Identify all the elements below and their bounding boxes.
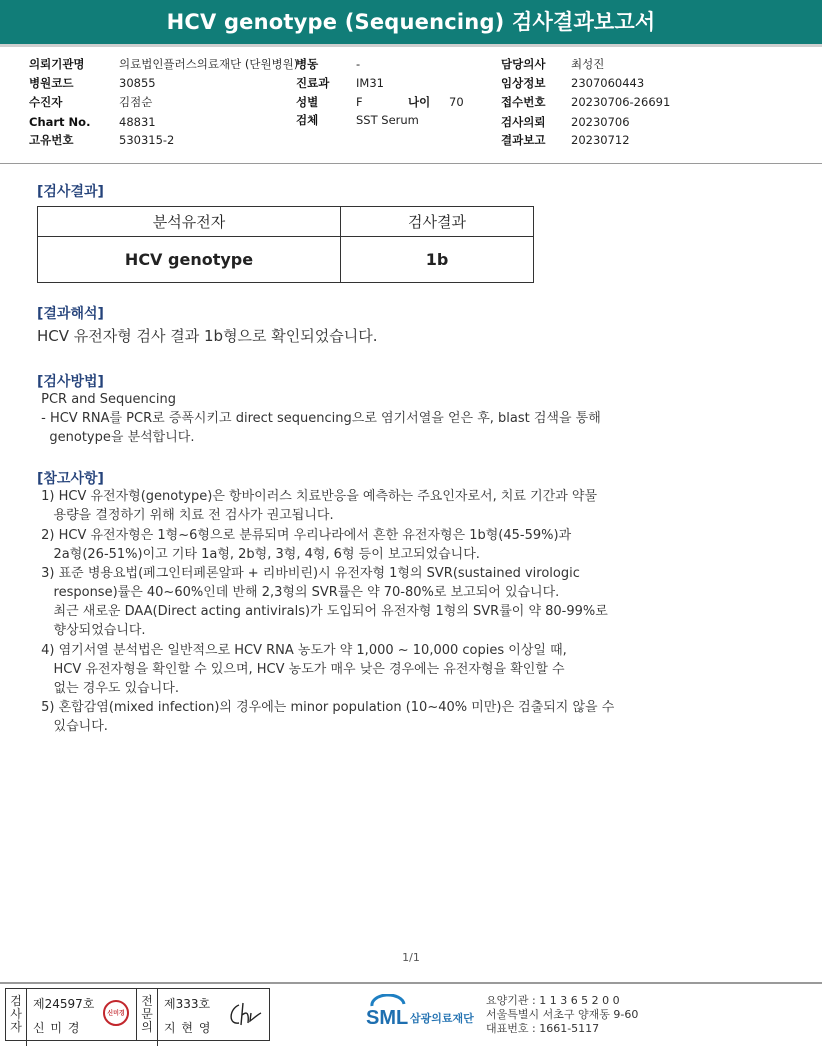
report-label: 결과보고 (501, 133, 546, 147)
dept-label: 진료과 (296, 76, 330, 90)
note-line: 2) HCV 유전자형은 1형~6형으로 분류되며 우리나라에서 흔한 유전자형은 1b형(45-59%)과 (37, 528, 572, 543)
signature-box (5, 988, 270, 1041)
patient-value: 김점순 (119, 95, 153, 109)
specimen-label: 검체 (296, 113, 319, 127)
note-line: 용량을 결정하기 위해 치료 전 검사가 권고됩니다. (37, 508, 334, 523)
tester-number: 제24597호 (33, 997, 95, 1011)
chart-value: 48831 (119, 115, 156, 129)
gene-cell: HCV genotype (38, 237, 341, 283)
request-label: 검사의뢰 (501, 115, 546, 129)
method-line: - HCV RNA를 PCR로 증폭시키고 direct sequencing으로 염기서열을 얻은 후, blast 검색을 통해 (37, 411, 601, 426)
patient-label: 수진자 (29, 95, 63, 109)
interpretation-text: HCV 유전자형 검사 결과 1b형으로 확인되었습니다. (37, 327, 378, 345)
note-line: 최근 새로운 DAA(Direct acting antivirals)가 도입되어 유전자형 1형의 SVR률이 약 80-99%로 (37, 604, 608, 619)
header-divider (0, 44, 822, 47)
note-line: 1) HCV 유전자형(genotype)은 항바이러스 치료반응을 예측하는 주요인자로서, 치료 기간과 약물 (37, 489, 598, 504)
hospital-code-label: 병원코드 (29, 76, 74, 90)
info-divider (0, 163, 822, 164)
ward-label: 병동 (296, 57, 319, 71)
page-number: 1/1 (402, 951, 420, 964)
table-header-gene: 분석유전자 (38, 207, 341, 237)
report-value: 20230712 (571, 133, 630, 147)
result-table (37, 206, 534, 283)
signature-mark (225, 999, 265, 1031)
note-line: 없는 경우도 있습니다. (37, 681, 179, 696)
note-line: 4) 염기서열 분석법은 일반적으로 HCV RNA 농도가 약 1,000 ~ 10,000 copies 이상일 때, (37, 643, 567, 658)
company-phone: 대표번호 : 1661-5117 (486, 1022, 600, 1035)
company-logo (366, 994, 484, 1038)
method-line: PCR and Sequencing (37, 392, 177, 407)
note-line: 있습니다. (37, 719, 108, 734)
tester-label: 검사자 (6, 989, 27, 1046)
expert-number: 제333호 (164, 997, 211, 1011)
dept-value: IM31 (356, 76, 384, 90)
logo-text: SML (366, 1007, 409, 1029)
tester-seal: 신미경 (103, 1000, 129, 1026)
note-line: 3) 표준 병용요법(페그인터페론알파 + 리바비린)시 유전자형 1형의 SVR(sustained virologic (37, 566, 580, 581)
receipt-label: 접수번호 (501, 95, 546, 109)
receipt-value: 20230706-26691 (571, 95, 671, 109)
result-cell: 1b (341, 237, 534, 283)
institution-label: 의뢰기관명 (29, 57, 85, 71)
unique-label: 고유번호 (29, 133, 74, 147)
sex-label: 성별 (296, 95, 319, 109)
sex-value: F (356, 95, 363, 109)
expert-label: 전문의 (137, 989, 158, 1046)
report-title: HCV genotype (Sequencing) 검사결과보고서 (0, 0, 822, 44)
company-name: 삼광의료재단 (410, 1012, 474, 1025)
company-info (486, 994, 638, 1036)
section-notes-title: [참고사항] (37, 471, 104, 487)
specimen-value: SST Serum (356, 113, 419, 127)
table-row (38, 237, 534, 283)
agency-code: 요양기관 : 1 1 3 6 5 2 0 0 (486, 994, 620, 1007)
unique-value: 530315-2 (119, 133, 175, 147)
expert-name: 지 현 영 (164, 1021, 212, 1035)
doctor-label: 담당의사 (501, 57, 546, 71)
clinical-label: 임상정보 (501, 76, 546, 90)
hospital-code-value: 30855 (119, 76, 156, 90)
tester-name: 신 미 경 (33, 1021, 81, 1035)
section-interp-title: [결과해석] (37, 306, 104, 322)
institution-value: 의료법인플러스의료재단 (단원병원) (119, 57, 299, 71)
note-line: 2a형(26-51%)이고 기타 1a형, 2b형, 3형, 4형, 6형 등이 보고되었습니다. (37, 547, 480, 562)
note-line: 5) 혼합감염(mixed infection)의 경우에는 minor population (10~40% 미만)은 검출되지 않을 수 (37, 700, 615, 715)
method-line: genotype을 분석합니다. (37, 430, 195, 445)
note-line: response)률은 40~60%인데 반해 2,3형의 SVR률은 약 70-80%로 보고되어 있습니다. (37, 585, 560, 600)
ward-value: - (356, 57, 361, 71)
section-result-title: [검사결과] (37, 184, 104, 200)
company-address: 서울특별시 서초구 양재동 9-60 (486, 1008, 639, 1021)
age-value: 70 (449, 95, 464, 109)
note-line: 향상되었습니다. (37, 623, 146, 638)
chart-label: Chart No. (29, 115, 91, 129)
note-line: HCV 유전자형을 확인할 수 있으며, HCV 농도가 매우 낮은 경우에는 유전자형을 확인할 수 (37, 662, 565, 677)
section-method-title: [검사방법] (37, 374, 104, 390)
request-value: 20230706 (571, 115, 630, 129)
table-header-result: 검사결과 (341, 207, 534, 237)
doctor-value: 최성진 (571, 57, 605, 71)
footer-divider (0, 982, 822, 984)
age-label: 나이 (408, 95, 431, 109)
clinical-value: 2307060443 (571, 76, 645, 90)
